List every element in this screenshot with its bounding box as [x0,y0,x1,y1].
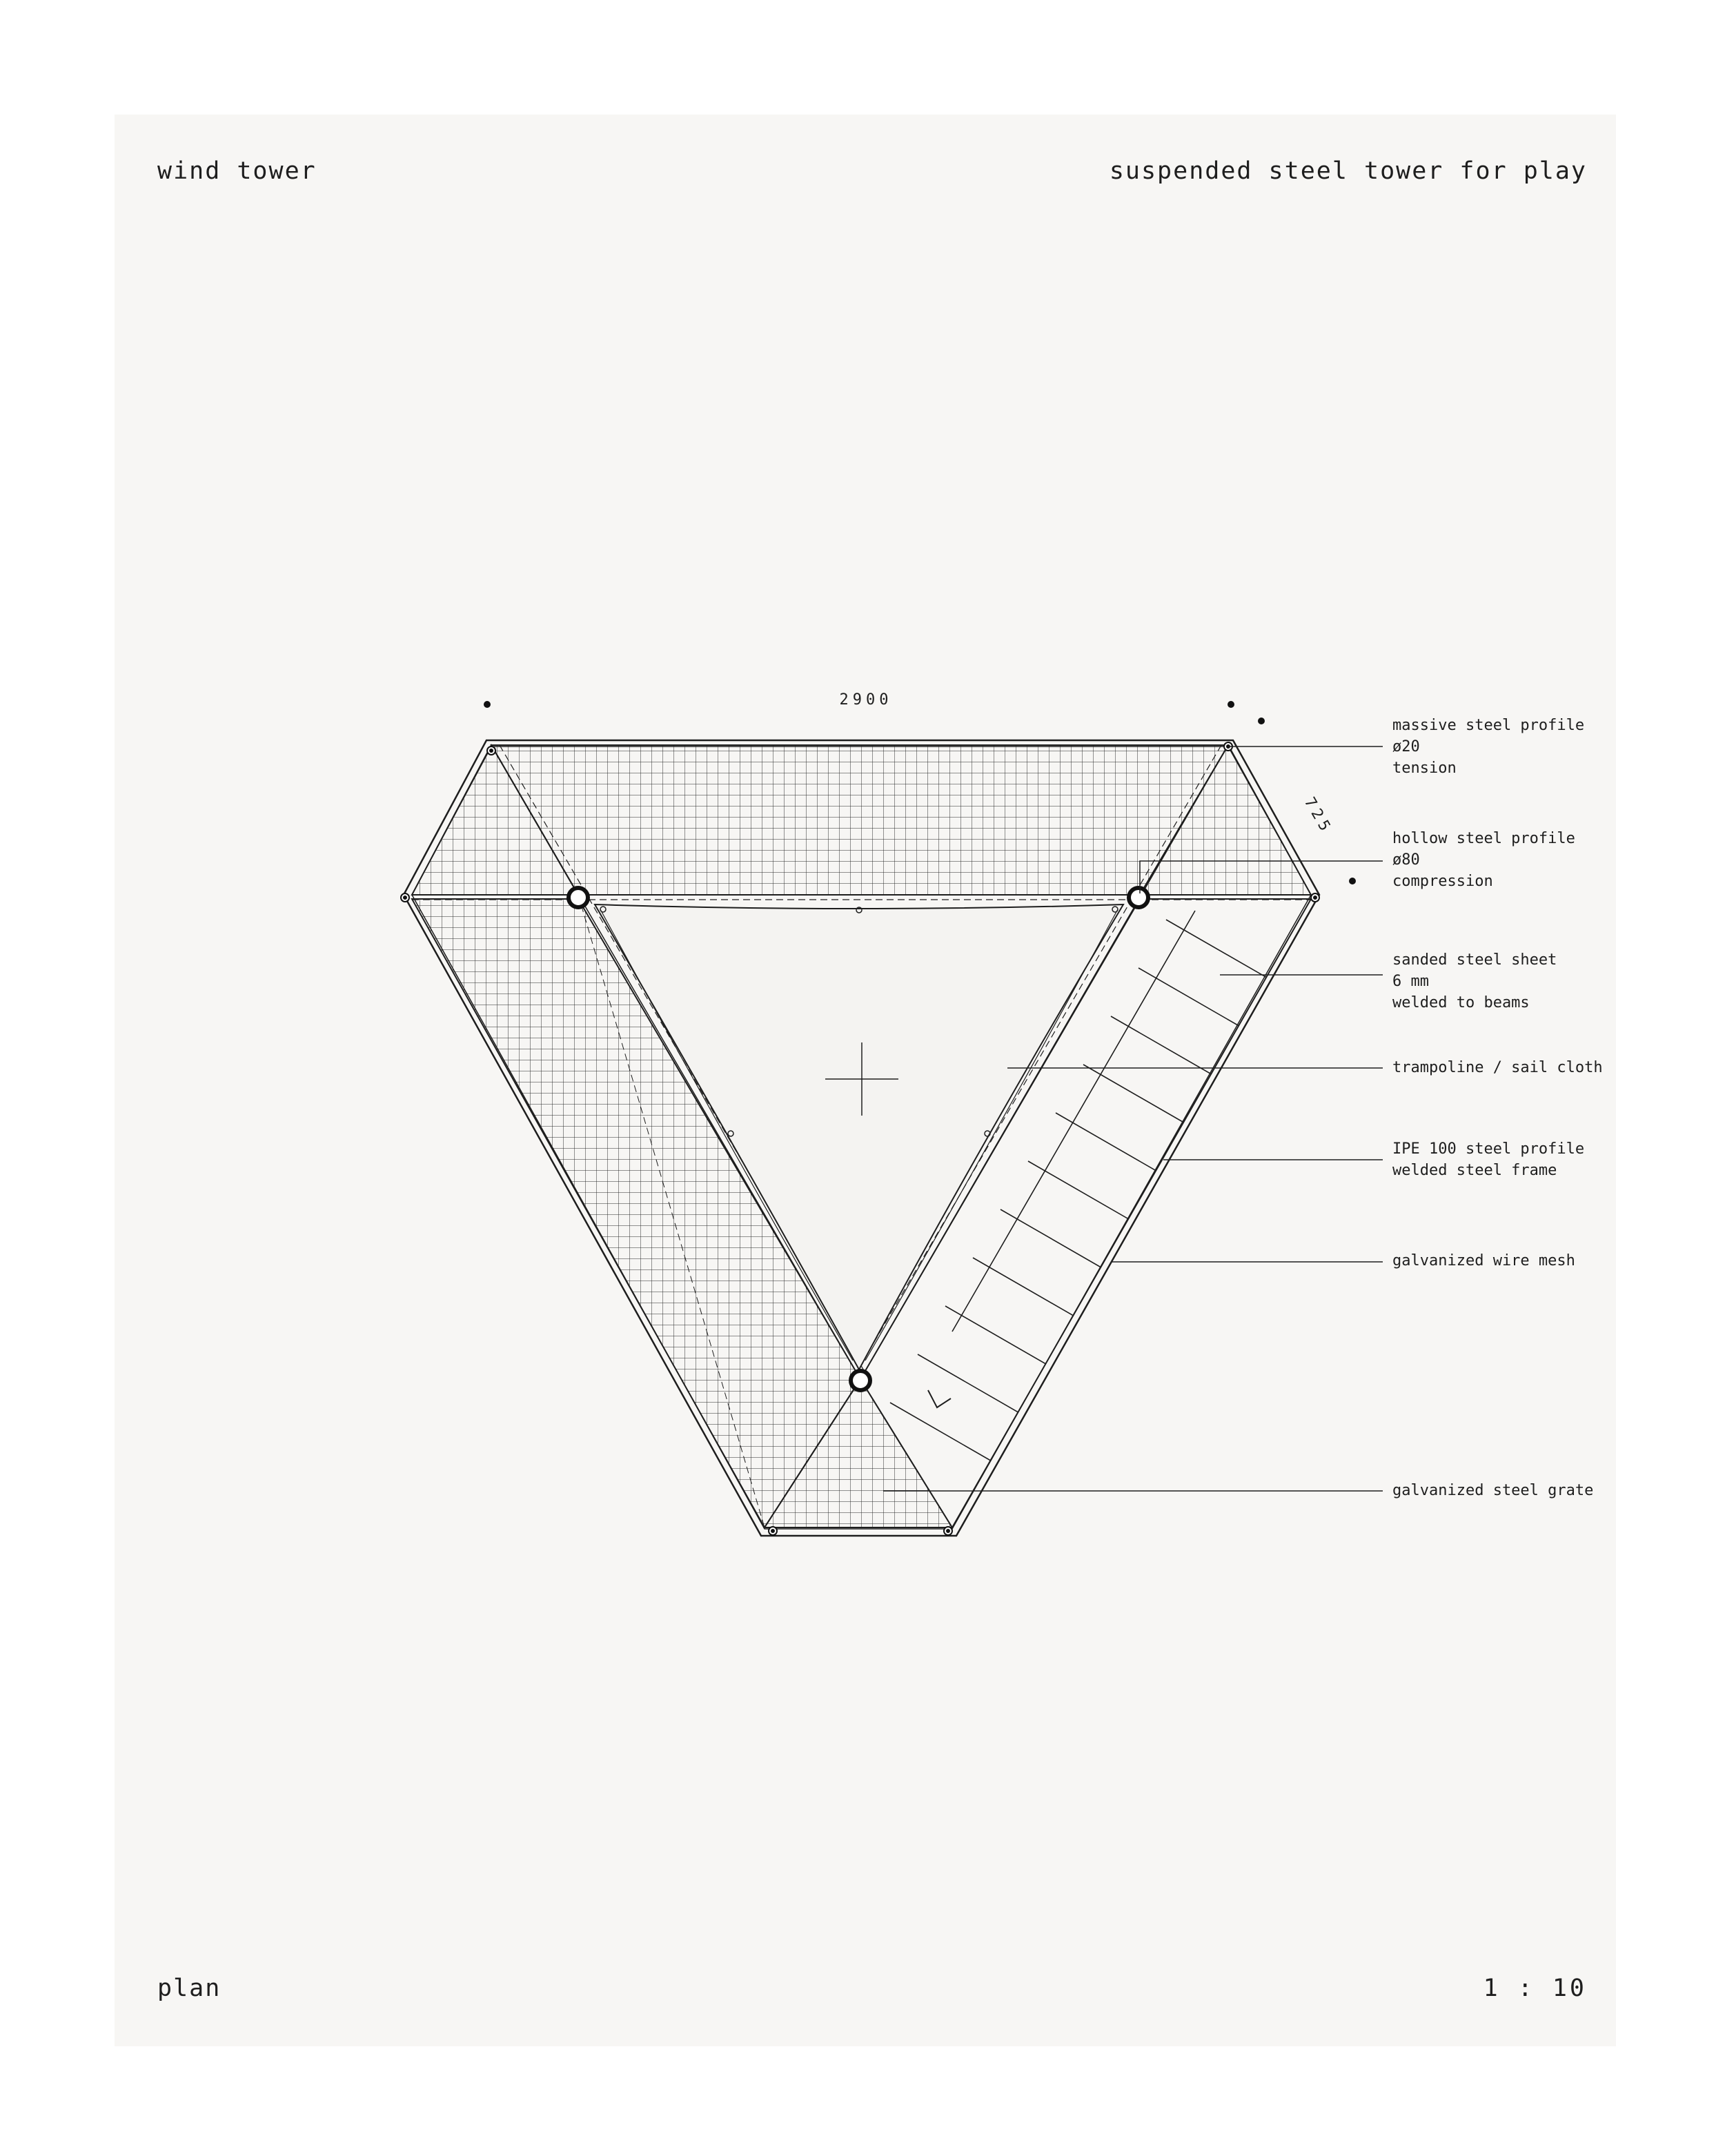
compression-node [569,888,588,907]
callout-line: hollow steel profile [1392,830,1575,847]
project-title: wind tower [157,157,317,185]
callout-line: 6 mm [1392,973,1429,990]
callout-line: ø80 [1392,851,1420,869]
dimension-top-width: 2900 [839,691,893,709]
callout-ipe-profile [1392,1138,1584,1181]
callout-line: IPE 100 steel profile [1392,1140,1585,1158]
callout-line: trampoline / sail cloth [1392,1059,1603,1076]
callout-line: sanded steel sheet [1392,951,1557,969]
callout-line: galvanized steel grate [1392,1482,1594,1499]
callout-line: massive steel profile [1392,717,1585,734]
scale-label: 1 : 10 [1483,1975,1587,2002]
callout-sanded-steel-sheet [1392,949,1557,1013]
view-label: plan [157,1975,221,2002]
compression-node [851,1371,870,1390]
callout-line: ø20 [1392,738,1420,755]
callout-massive-steel-profile [1392,715,1584,779]
callout-line: tension [1392,760,1457,777]
wire-mesh-top [491,745,1228,895]
callout-wire-mesh [1392,1250,1575,1272]
callout-line: compression [1392,873,1493,890]
compression-node [1129,888,1148,907]
project-subtitle: suspended steel tower for play [1109,157,1587,185]
callout-line: galvanized wire mesh [1392,1252,1575,1269]
callout-trampoline [1392,1057,1603,1078]
callout-hollow-steel-profile [1392,828,1575,892]
callout-steel-grate [1392,1480,1593,1501]
dimension-edge-width: 725 [1300,794,1336,838]
callout-line: welded to beams [1392,994,1530,1011]
callout-line: welded steel frame [1392,1162,1557,1179]
